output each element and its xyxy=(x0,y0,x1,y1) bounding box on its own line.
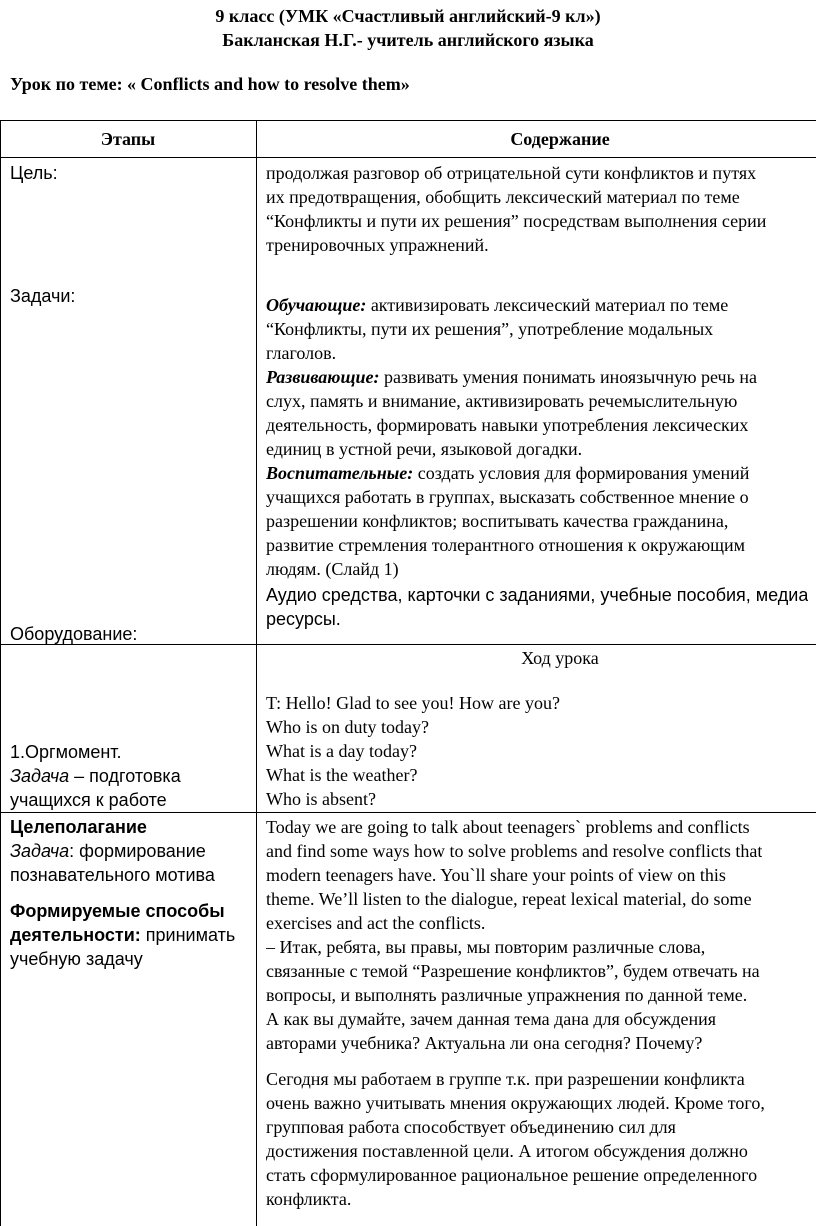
table-row2-divider xyxy=(0,812,816,813)
table-column-divider xyxy=(256,120,257,1226)
methods-line-3: учебную задачу xyxy=(10,949,143,969)
equipment-line-1: Аудио средства, карточки с заданиями, учебные пособия, медиа xyxy=(266,585,809,605)
goal-text-3: “Конфликты и пути их решения” посредствам выполнения серии xyxy=(266,211,767,231)
doc-header-teacher: Бакланская Н.Г.- учитель английского языка xyxy=(222,30,594,50)
edu-task-line-3: глаголов. xyxy=(266,343,337,363)
goal-text-2: их предотвращения, обобщить лексический материал по теме xyxy=(266,187,740,207)
lesson-topic: Урок по теме: « Conflicts and how to resolve them» xyxy=(10,74,410,94)
up-task-line-2: учащихся работать в группах, высказать собственное мнение о xyxy=(266,487,749,507)
methods-label: деятельности: xyxy=(10,925,141,945)
goal-setting-stage: Целеполагание xyxy=(10,817,147,837)
dev-task-line-2: слух, память и внимание, активизировать речемыслительную xyxy=(266,391,738,411)
org-task-line-2: учащихся к работе xyxy=(10,790,167,810)
org-stage-label: 1.Оргмомент. xyxy=(10,742,122,762)
methods-line-1: Формируемые способы xyxy=(10,901,225,921)
up-task-line-3: разрешении конфликтов; воспитывать качества гражданина, xyxy=(266,511,729,531)
intro-line-2: and find some ways how to solve problems and resolve conflicts that xyxy=(266,841,763,861)
org-task-label: Задача xyxy=(10,766,70,786)
dialog-line-2: Who is on duty today? xyxy=(266,717,429,737)
dev-task-text: развивать умения понимать иноязычную речь на xyxy=(383,367,757,387)
group-work-line-3: групповая работа способствует объединению сил для xyxy=(266,1117,676,1137)
column-header-stages: Этапы xyxy=(100,129,156,149)
column-header-content: Содержание xyxy=(510,129,610,149)
intro-line-9: А как вы думайте, зачем данная тема дана для обсуждения xyxy=(266,1009,717,1029)
intro-line-3: modern teenagers have. You`ll share your points of view on this xyxy=(266,865,726,885)
goal-setting-task-line-1 xyxy=(10,839,206,863)
intro-line-10: авторами учебника? Актуальна ли она сегодня? Почему? xyxy=(266,1033,703,1053)
group-work-line-1: Сегодня мы работаем в группе т.к. при разрешении конфликта xyxy=(266,1069,745,1089)
dialog-line-4: What is the weather? xyxy=(266,765,418,785)
org-task-line-1 xyxy=(10,764,181,788)
goal-text-1: продолжая разговор об отрицательной сути конфликтов и путях xyxy=(266,163,757,183)
org-task-text: – подготовка xyxy=(69,766,181,786)
equipment-label: Оборудование: xyxy=(10,624,138,644)
table-border-top xyxy=(0,120,816,121)
goal-setting-task-label: Задача xyxy=(10,841,70,861)
edu-task-text: активизировать лексический материал по теме xyxy=(370,295,729,315)
table-border-left xyxy=(0,120,1,1226)
intro-line-5: exercises and act the conflicts. xyxy=(266,913,486,933)
goal-setting-task-line-2: познавательного мотива xyxy=(10,865,215,885)
goal-setting-task-text: : формирование xyxy=(69,841,206,861)
doc-header-class: 9 класс (УМК «Счастливый английский-9 кл») xyxy=(215,6,601,26)
goal-text-4: тренировочных упражнений. xyxy=(266,235,489,255)
dev-task-line-3: деятельность, формировать навыки употребления лексических xyxy=(266,415,749,435)
up-task-line-5: людям. (Слайд 1) xyxy=(266,559,399,579)
dialog-line-3: What is a day today? xyxy=(266,741,417,761)
group-work-line-4: достижения поставленной цели. А итогом обсуждения должно xyxy=(266,1141,748,1161)
edu-task-line-1 xyxy=(266,293,728,317)
equipment-line-2: ресурсы. xyxy=(266,609,341,629)
up-task-text: создать условия для формирования умений xyxy=(417,463,750,483)
group-work-line-5: стать сформулированное рациональное решение определенного xyxy=(266,1165,758,1185)
dialog-line-1: T: Hello! Glad to see you! How are you? xyxy=(266,693,561,713)
dev-task-line-4: единиц в устной речи, языковой догадки. xyxy=(266,439,583,459)
edu-task-line-2: “Конфликты, пути их решения”, употребление модальных xyxy=(266,319,714,339)
methods-text: принимать xyxy=(140,925,236,945)
methods-line-2 xyxy=(10,923,235,947)
intro-line-4: theme. We’ll listen to the dialogue, repeat lexical material, do some xyxy=(266,889,752,909)
intro-line-1: Today we are going to talk about teenagers` problems and conflicts xyxy=(266,817,750,837)
tasks-label: Задачи: xyxy=(10,286,76,306)
intro-line-8: вопросы, и выполнять различные упражнения по данной теме. xyxy=(266,985,748,1005)
goal-label: Цель: xyxy=(10,163,58,183)
intro-line-7: связанные с темой “Разрешение конфликтов”, будем отвечать на xyxy=(266,961,760,981)
dev-task-label: Развивающие: xyxy=(266,367,380,387)
edu-task-label: Обучающие: xyxy=(266,295,367,315)
dev-task-line-1 xyxy=(266,365,757,389)
dialog-line-5: Who is absent? xyxy=(266,789,376,809)
group-work-line-2: очень важно учитывать мнения окружающих людей. Кроме того, xyxy=(266,1093,765,1113)
lesson-progress-title: Ход урока xyxy=(521,648,599,668)
table-header-divider xyxy=(0,157,816,158)
intro-line-6: – Итак, ребята, вы правы, мы повторим различные слова, xyxy=(266,937,706,957)
up-task-line-1 xyxy=(266,461,749,485)
up-task-label: Воспитательные: xyxy=(266,463,414,483)
group-work-line-6: конфликта. xyxy=(266,1189,352,1209)
up-task-line-4: развитие стремления толерантного отношения к окружающим xyxy=(266,535,746,555)
